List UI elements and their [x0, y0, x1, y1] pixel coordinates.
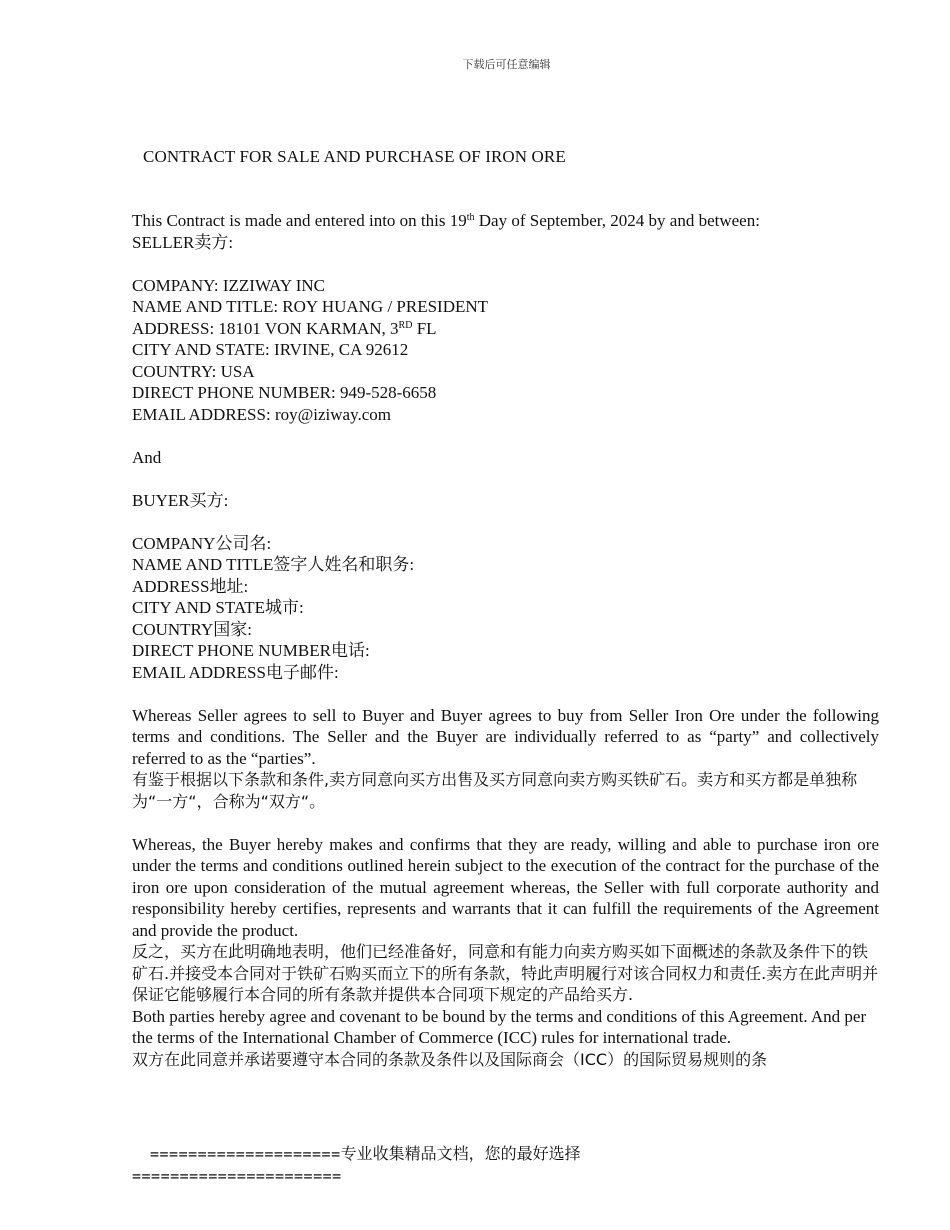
intro-line	[132, 210, 879, 232]
and-text: And	[132, 447, 162, 467]
buyer-company: COMPANY公司名:	[132, 533, 272, 553]
buyer-name-title: NAME AND TITLE签字人姓名和职务:	[132, 555, 415, 574]
page-header: 下载后可任意编辑	[462, 58, 551, 71]
whereas-buyer-paragraph-en: Whereas, the Buyer hereby makes and confirms that they are ready, willing and able to purchase iron ore under the terms and conditions outlined herein subject to the execution of the contract for the purchase of the iron ore upon consideration of the mutual agreement whereas, the Seller with full corporate authority and responsibility hereby certifies, represents and warrants that it can fulfill the requirements of the Agreement and provide the product.	[132, 834, 879, 940]
whereas-paragraph-en: Whereas Seller agrees to sell to Buyer and Buyer agrees to buy from Seller Iron Ore under the following terms and conditions. The Seller and the Buyer are individually referred to as “party” and collectively referred to as the “parties”.	[132, 705, 879, 768]
seller-phone: DIRECT PHONE NUMBER: 949-528-6658	[132, 383, 437, 402]
seller-address-end: FL	[412, 318, 437, 338]
intro-text-end: Day of September, 2024 by and between:	[474, 211, 760, 230]
whereas-paragraph-cn: 有鉴于根据以下条款和条件,卖方同意向买方出售及买方同意向卖方购买铁矿石。卖方和买方都是单独称为“一方“，合称为“双方“。	[132, 770, 858, 811]
footer-separator: ====================	[150, 1145, 341, 1163]
seller-country: COUNTRY: USA	[132, 361, 255, 381]
intro-ordinal-suffix: th	[466, 212, 475, 223]
footer-separator-2: ======================	[132, 1167, 342, 1185]
both-parties-paragraph-cn: 双方在此同意并承诺要遵守本合同的条款及条件以及国际商会（ICC）的国际贸易规则的条	[132, 1049, 768, 1069]
document-body	[132, 210, 879, 1070]
footer-line-2	[132, 1165, 832, 1187]
seller-email: EMAIL ADDRESS: roy@iziway.com	[132, 404, 391, 424]
seller-city-state: CITY AND STATE: IRVINE, CA 92612	[132, 340, 409, 359]
seller-heading: SELLER卖方:	[132, 232, 234, 252]
buyer-email: EMAIL ADDRESS电子邮件:	[132, 662, 339, 682]
buyer-country: COUNTRY国家:	[132, 619, 252, 639]
intro-text: This Contract is made and entered into on this 19	[132, 211, 467, 230]
page-footer	[132, 1143, 832, 1187]
both-parties-paragraph-en: Both parties hereby agree and covenant to be bound by the terms and conditions of this Agreement. And per the terms of the International Chamber of Commerce (ICC) rules for international trade.	[132, 1006, 867, 1047]
buyer-address: ADDRESS地址:	[132, 576, 249, 596]
footer-line-1	[132, 1143, 832, 1165]
seller-address-text: ADDRESS: 18101 VON KARMAN, 3	[132, 318, 399, 338]
whereas-buyer-paragraph-cn: 反之，买方在此明确地表明，他们已经准备好，同意和有能力向卖方购买如下面概述的条款及条件下的铁矿石.并接受本合同对于铁矿石购买而立下的所有条款，特此声明履行对该合同权力和责任.卖方在此声明并保证它能够履行本合同的所有条款并提供本合同项下规定的产品给买方.	[132, 942, 879, 1004]
buyer-city-state: CITY AND STATE城市:	[132, 598, 304, 617]
seller-address-suffix: RD	[398, 319, 413, 331]
seller-name-title: NAME AND TITLE: ROY HUANG / PRESIDENT	[132, 297, 489, 316]
seller-address	[132, 318, 879, 340]
buyer-heading: BUYER买方:	[132, 490, 229, 510]
buyer-phone: DIRECT PHONE NUMBER电话:	[132, 641, 370, 660]
footer-slogan: 专业收集精品文档，您的最好选择	[340, 1144, 581, 1163]
document-title: CONTRACT FOR SALE AND PURCHASE OF IRON ORE	[143, 147, 566, 166]
seller-company: COMPANY: IZZIWAY INC	[132, 275, 326, 295]
